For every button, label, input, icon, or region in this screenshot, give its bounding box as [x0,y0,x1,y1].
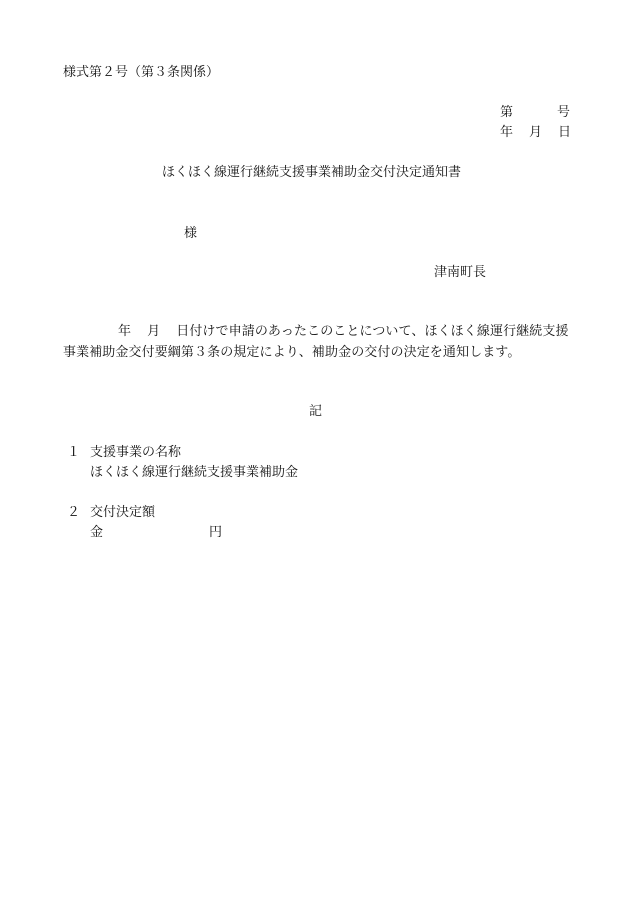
item-1-number: １ [67,445,81,460]
ki-heading: 記 [309,404,323,419]
body-line-1-text: 日付けで申請のあったこのことについて、ほくほく線運行継続支援 [176,324,569,339]
form-label: 様式第２号（第３条関係） [63,65,220,80]
document-number-suffix: 号 [557,105,571,120]
body-month: 月 [147,324,161,339]
document-date-month: 月 [529,125,543,140]
sender-name: 津南町長 [434,265,487,280]
document-date-year: 年 [500,125,514,140]
item-1-heading: 支援事業の名称 [90,445,182,460]
item-2-number: ２ [67,505,81,520]
document-date-day: 日 [558,125,572,140]
document-number [500,106,570,119]
addressee-suffix: 様 [184,226,198,241]
amount-unit: 円 [209,525,223,540]
body-year: 年 [118,324,132,339]
body-line-2: 事業補助金交付要綱第３条の規定により、補助金の交付の決定を通知します。 [63,345,521,360]
item-1-value: ほくほく線運行継続支援事業補助金 [90,465,299,480]
document-number-prefix: 第 [500,105,514,120]
body-line-1 [118,325,569,338]
item-2-amount [90,526,222,539]
document-title: ほくほく線運行継続支援事業補助金交付決定通知書 [162,165,462,180]
amount-prefix: 金 [90,525,104,540]
document-date [500,126,571,139]
item-2-heading: 交付決定額 [90,505,156,520]
